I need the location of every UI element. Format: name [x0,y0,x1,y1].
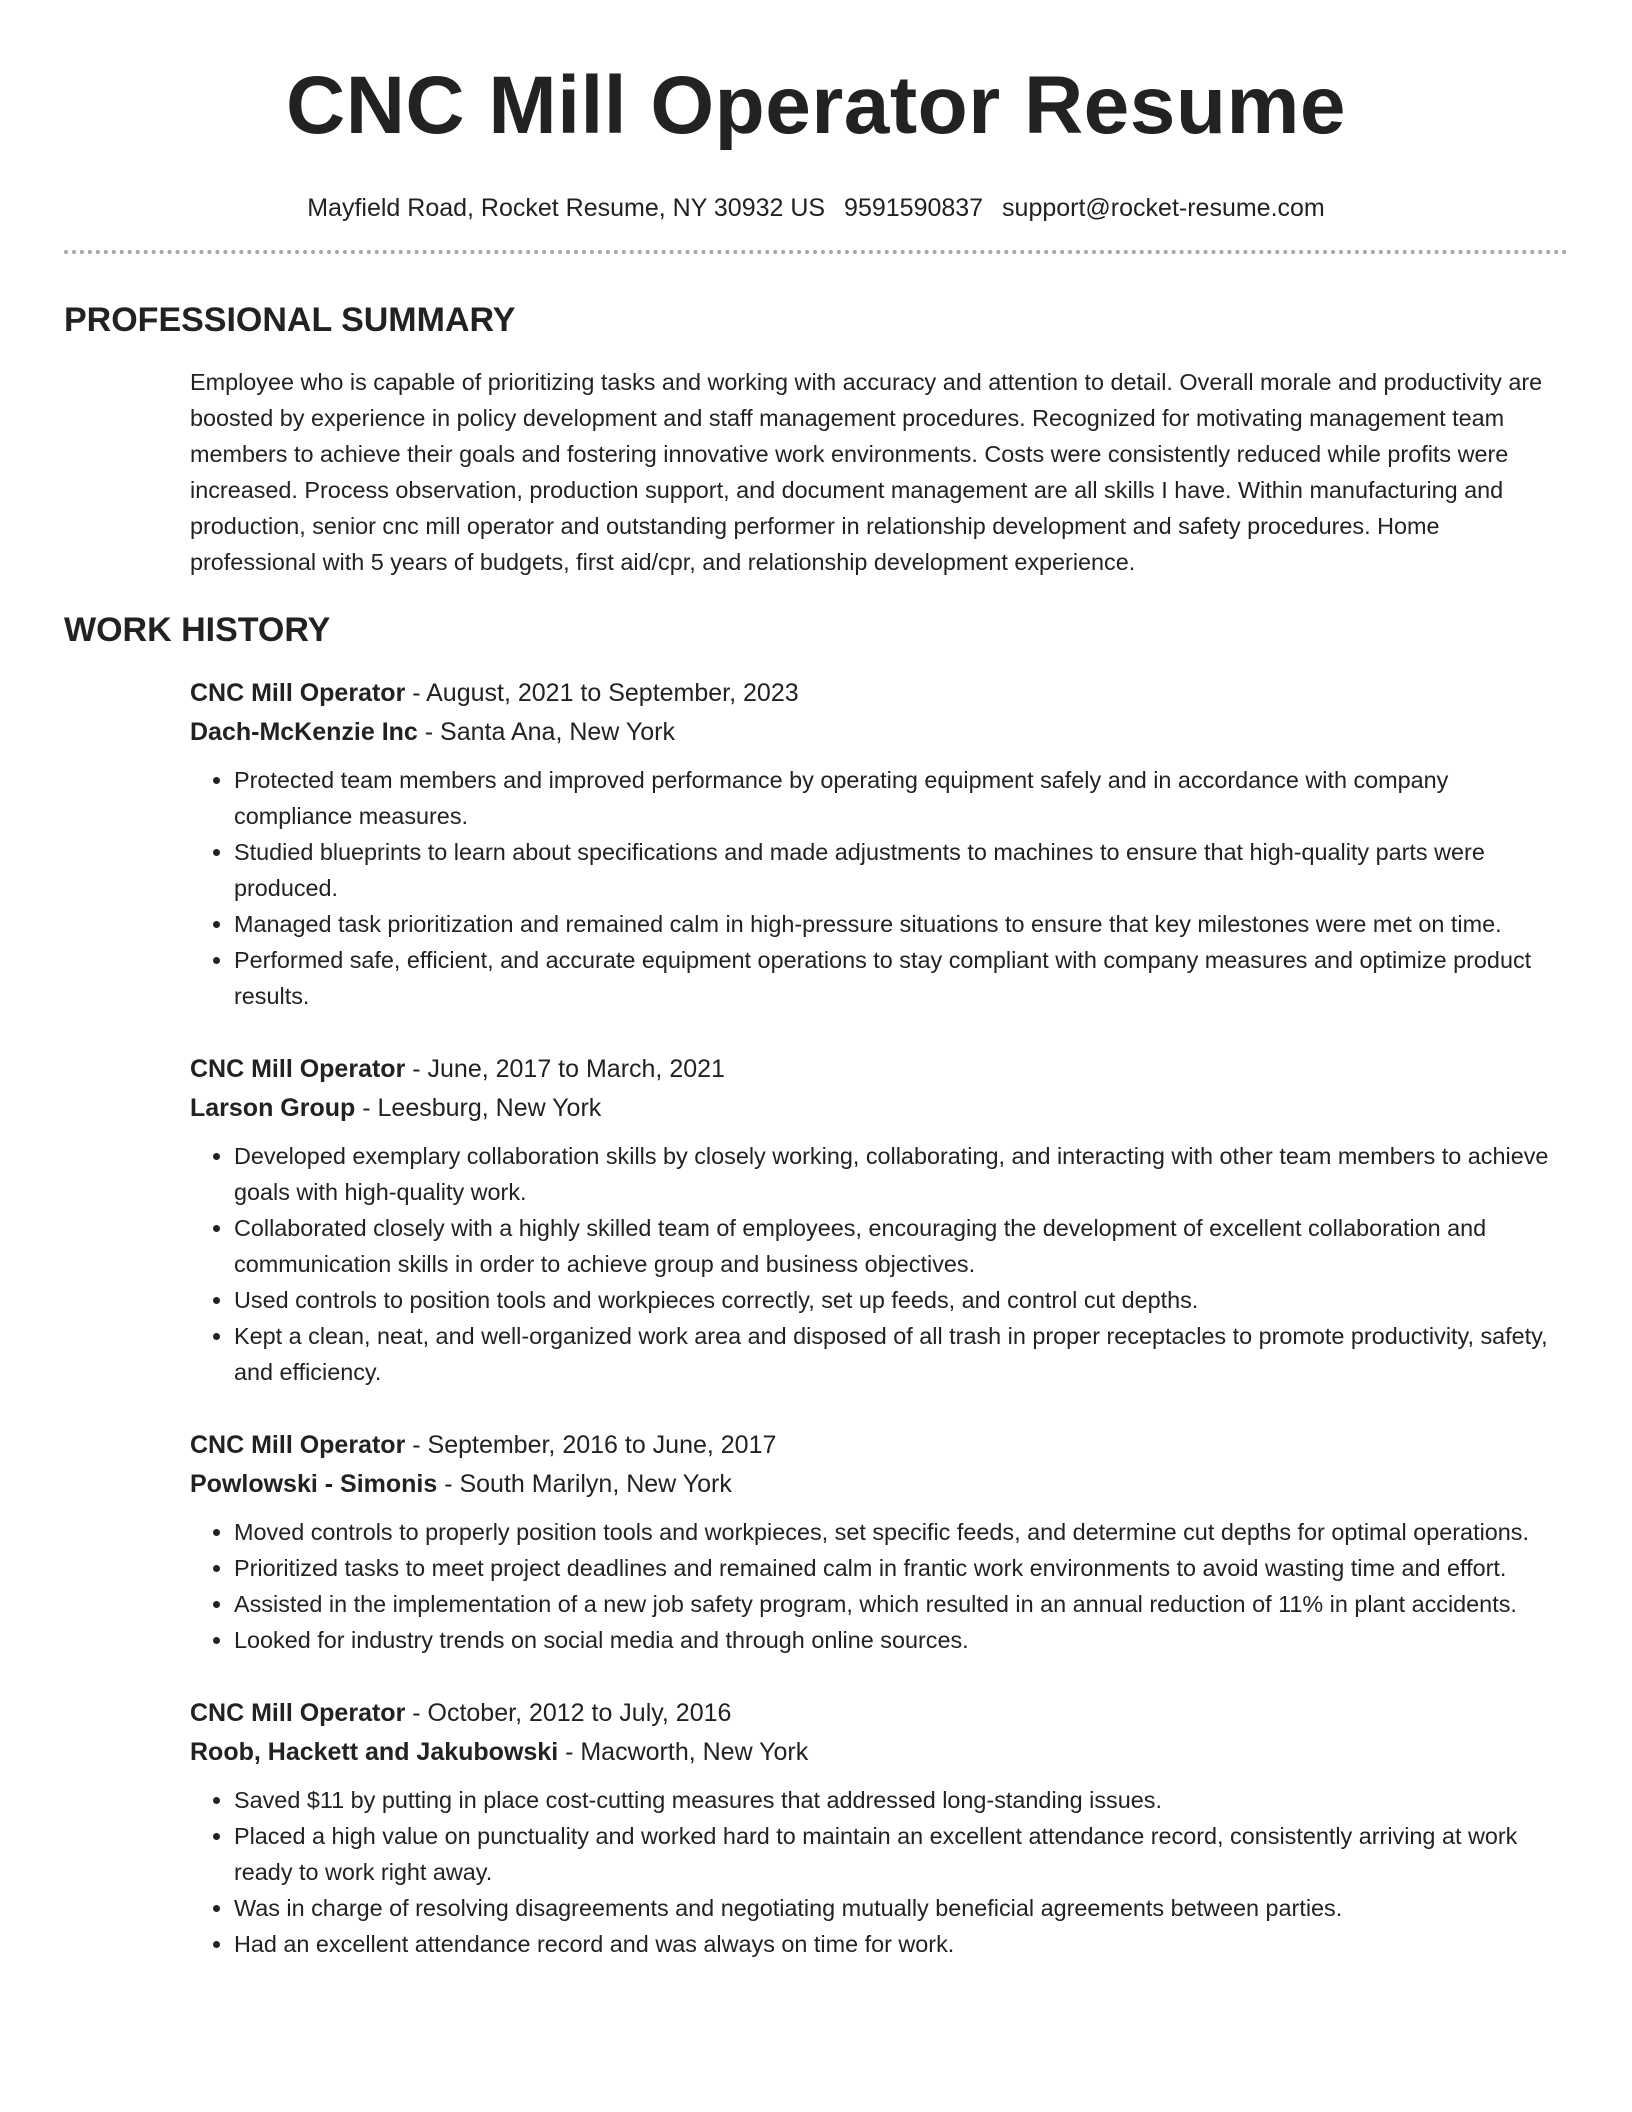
job-company-line [190,713,1568,752]
job-bullets [190,1782,1568,1962]
contact-phone: 9591590837 [844,194,984,222]
job-bullet: • Looked for industry trends on social media and through online sources. [234,1622,1568,1658]
job-bullet: • Protected team members and improved performance by operating equipment safely and in accordance with company compliance measures. [234,762,1568,834]
job-location: - Santa Ana, New York [417,718,675,746]
job-bullets [190,762,1568,1014]
job-dates: - June, 2017 to March, 2021 [405,1055,725,1083]
job-entry [190,1050,1568,1390]
contact-email: support@rocket-resume.com [1002,194,1325,222]
job-role-line [190,674,1568,713]
job-location: - South Marilyn, New York [437,1470,732,1498]
job-bullet: • Prioritized tasks to meet project deadlines and remained calm in frantic work environments to avoid wasting time and effort. [234,1550,1568,1586]
resume-header [0,0,1632,224]
job-bullet: • Saved $11 by putting in place cost-cutting measures that addressed long-standing issues. [234,1782,1568,1818]
job-bullets [190,1514,1568,1658]
job-entry [190,674,1568,1014]
job-location: - Leesburg, New York [355,1094,602,1122]
summary-text: Employee who is capable of prioritizing tasks and working with accuracy and attention to detail. Overall morale and productivity are boosted by experience in policy development and staff management procedures. Recognized for motivating management team members to achieve their goals and fostering innovative work environments. Costs were consistently reduced while profits were increased. Process observation, production support, and document management are all skills I have. Within manufacturing and production, senior cnc mill operator and outstanding performer in relationship development and safety procedures. Home professional with 5 years of budgets, first aid/cpr, and relationship development experience. [190,369,1543,575]
job-bullet: • Was in charge of resolving disagreements and negotiating mutually beneficial agreements between parties. [234,1890,1568,1926]
job-company: Dach-McKenzie Inc [190,718,418,746]
job-bullet: • Placed a high value on punctuality and worked hard to maintain an excellent attendance record, consistently arriving at work ready to work right away. [234,1818,1568,1890]
job-bullet: • Collaborated closely with a highly skilled team of employees, encouraging the development of excellent collaboration and communication skills in order to achieve group and business objectives. [234,1210,1568,1282]
job-bullet: • Studied blueprints to learn about specifications and made adjustments to machines to ensure that high-quality parts were produced. [234,834,1568,906]
job-role-line [190,1426,1568,1465]
contact-address: Mayfield Road, Rocket Resume, NY 30932 US [307,194,826,222]
job-company-line [190,1089,1568,1128]
job-bullet: • Performed safe, efficient, and accurate equipment operations to stay compliant with company measures and optimize product results. [234,942,1568,1014]
job-role: CNC Mill Operator [190,679,406,707]
job-dates: - September, 2016 to June, 2017 [405,1431,777,1459]
job-entry [190,1694,1568,1962]
header-divider [64,250,1568,254]
job-role: CNC Mill Operator [190,1431,406,1459]
job-bullet: • Used controls to position tools and workpieces correctly, set up feeds, and control cut depths. [234,1282,1568,1318]
job-role-line [190,1694,1568,1733]
job-company: Powlowski - Simonis [190,1470,438,1498]
contact-line [0,192,1632,224]
job-role: CNC Mill Operator [190,1699,406,1727]
job-dates: - October, 2012 to July, 2016 [405,1699,732,1727]
work-history-heading: WORK HISTORY [64,611,331,649]
job-bullets [190,1138,1568,1390]
resume-title: CNC Mill Operator Resume [286,60,1346,151]
job-role-line [190,1050,1568,1089]
work-history-list [190,674,1568,1998]
job-company-line [190,1465,1568,1504]
job-location: - Macworth, New York [558,1738,809,1766]
job-bullet: • Had an excellent attendance record and was always on time for work. [234,1926,1568,1962]
job-company: Roob, Hackett and Jakubowski [190,1738,559,1766]
job-company: Larson Group [190,1094,356,1122]
job-bullet: • Assisted in the implementation of a new job safety program, which resulted in an annual reduction of 11% in plant accidents. [234,1586,1568,1622]
job-bullet: • Developed exemplary collaboration skills by closely working, collaborating, and interacting with other team members to achieve goals with high-quality work. [234,1138,1568,1210]
job-dates: - August, 2021 to September, 2023 [405,679,799,707]
job-company-line [190,1733,1568,1772]
job-bullet: • Managed task prioritization and remained calm in high-pressure situations to ensure that key milestones were met on time. [234,906,1568,942]
job-entry [190,1426,1568,1658]
summary-heading: PROFESSIONAL SUMMARY [64,301,516,339]
job-bullet: • Kept a clean, neat, and well-organized work area and disposed of all trash in proper receptacles to promote productivity, safety, and efficiency. [234,1318,1568,1390]
job-role: CNC Mill Operator [190,1055,406,1083]
job-bullet: • Moved controls to properly position tools and workpieces, set specific feeds, and determine cut depths for optimal operations. [234,1514,1568,1550]
